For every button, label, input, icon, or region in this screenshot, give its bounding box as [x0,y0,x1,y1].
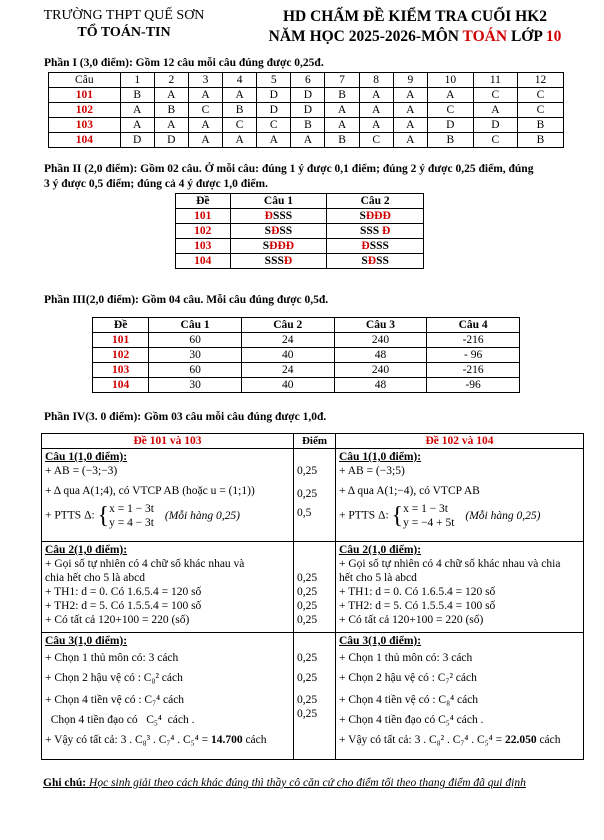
q2-right-solution [336,542,584,633]
q3-right-line: + Chọn 4 tiền đạo có C₅⁴ cách . [339,714,484,726]
part2-title-line2: 3 ý được 0,5 điểm; đúng cả 4 ý được 1,0 điểm. [44,178,268,190]
answer-cell: A [393,103,427,118]
q1-right-line: + Δ qua A(1;−4), có VTCP AB [339,485,480,497]
answer-cell [327,254,424,269]
answer-cell: A [393,88,427,103]
q1-right-note: (Mỗi hàng 0,25) [465,509,541,522]
q3-left-total-value: 14.700 [210,734,243,746]
answer-cell: C [427,103,473,118]
answer-false: SSS [264,255,284,267]
answer-cell: 40 [241,378,334,393]
answer-false: S [264,225,272,237]
answer-cell: B [154,103,188,118]
answer-cell [230,209,327,224]
q3-left-line: + Chọn 1 thủ môn có: 3 cách [45,652,179,664]
header-cell: 7 [325,73,359,88]
header-cell: Câu [49,73,121,88]
points-value: 0,25 [297,600,318,612]
q1-right-line [339,502,580,530]
answer-cell: A [257,133,291,148]
answer-false: S [359,210,366,222]
header-cell: 2 [154,73,188,88]
q1-right-line: + AB = (−3;5) [339,465,405,477]
answer-cell: 30 [149,348,242,363]
answer-cell: A [393,118,427,133]
table-row [93,333,520,348]
q1-left-line: + Δ qua A(1;4), có VTCP AB (hoặc u = (1;1)) [45,485,255,497]
q1-right-ptts: + PTTS Δ: [339,509,389,522]
answer-cell: D [473,118,517,133]
answer-cell: D [257,88,291,103]
table-header-row [49,73,564,88]
q3-right-title: Câu 3(1,0 điểm): [339,635,422,647]
q2-left-line: + Gọi số tự nhiên có 4 chữ số khác nhau và [45,558,245,570]
footnote [43,777,583,789]
answer-cell: B [518,118,564,133]
points-value: 0,25 [297,672,318,684]
answer-false: SS [279,225,293,237]
table-row [176,224,424,239]
q3-right-total-text: + Vậy có tất cả: 3 . C₈² . C₇⁴ . C₅⁴ = [339,734,505,746]
header-cell: 4 [223,73,257,88]
table-row [176,239,424,254]
points-value: 0,25 [297,614,318,626]
answer-cell: B [518,133,564,148]
part1-title: Phần I (3,0 điểm): Gồm 12 câu mỗi câu đúng được 0,25đ. [44,57,324,69]
q3-left-line: + Chọn 2 hậu vệ có : C₈² cách [45,672,183,684]
subtitle-grade: 10 [545,28,562,45]
q3-right-line: + Chọn 1 thủ môn có: 3 cách [339,652,473,664]
answer-cell: A [120,118,154,133]
system-eq: x = 1 − 3t [109,503,154,515]
answer-cell: C [473,133,517,148]
answer-cell: C [473,88,517,103]
answer-cell: -216 [427,363,520,378]
answer-cell: A [188,133,222,148]
q2-left-line: + TH1: d = 0. Có 1.6.5.4 = 120 số [45,586,202,598]
q3-right-total-value: 22.050 [504,734,537,746]
answer-cell [230,224,327,239]
answer-cell: 48 [334,348,427,363]
exam-code-cell: 103 [49,118,121,133]
answer-cell: A [188,88,222,103]
header-cell: 3 [188,73,222,88]
document-title: HD CHẤM ĐỀ KIỂM TRA CUỐI HK2 [282,8,548,25]
header-right: Đề 102 và 104 [336,434,584,449]
footnote-text: Học sinh giải theo cách khác đúng thì thầy cô căn cứ cho điểm tối theo thang điểm đã qui định [86,777,526,789]
q2-right-line: + TH2: d = 5. Có 1.5.5.4 = 100 số [339,600,496,612]
answer-cell: B [223,103,257,118]
answer-cell: C [188,103,222,118]
part4-solution-table [41,433,584,760]
q3-left-line: Chọn 4 tiền đạo có C₅⁴ cách . [45,714,195,726]
department-name: TỔ TOÁN-TIN [77,25,171,40]
answer-true: ĐĐĐ [269,240,295,252]
exam-code-cell: 101 [176,209,231,224]
q2-points [294,542,336,633]
part1-answer-table [48,72,564,148]
answer-cell: 60 [149,333,242,348]
header-cell: Câu 4 [427,318,520,333]
exam-code-cell: 104 [176,254,231,269]
q2-left-solution [42,542,294,633]
system-eq: x = 1 − 3t [403,503,448,515]
exam-code-cell: 104 [49,133,121,148]
q1-points [294,449,336,542]
q3-right-solution [336,633,584,760]
points-value: 0,25 [297,488,318,500]
points-value: 0,5 [297,507,312,519]
q3-right-total-unit: cách [536,734,561,746]
q3-left-total-unit: cách [242,734,267,746]
answer-cell: 30 [149,378,242,393]
answer-cell: A [325,118,359,133]
brace-symbol: { [97,503,110,529]
school-name: TRƯỜNG THPT QUẾ SƠN [43,8,205,23]
header-cell: Câu 3 [334,318,427,333]
answer-true: Đ [271,225,280,237]
subtitle-subject: TOÁN [462,28,508,45]
q2-right-line: + Có tất cả 120+100 = 220 (số) [339,614,484,626]
answer-cell: 40 [241,348,334,363]
answer-cell: A [223,88,257,103]
header-left: Đề 101 và 103 [42,434,294,449]
part3-title: Phần III(2,0 điểm): Gồm 04 câu. Mỗi câu đúng được 0,5đ. [44,294,329,306]
subtitle-prefix: NĂM HỌC 2025-2026-MÔN [268,28,463,45]
subtitle-post: LỚP [507,28,546,45]
q2-left-title: Câu 2(1,0 điểm): [45,544,128,556]
answer-true: Đ [382,225,391,237]
q1-left-line: + AB = (−3;−3) [45,465,118,477]
header-cell: 9 [393,73,427,88]
brace-symbol: { [391,503,404,529]
answer-cell [327,224,424,239]
answer-cell: A [359,103,393,118]
answer-cell: A [154,88,188,103]
header-cell: Câu 2 [327,194,424,209]
document-subtitle [235,28,595,46]
table-row [49,88,564,103]
answer-true: Đ [361,240,370,252]
answer-true: Đ [264,210,273,222]
q1-right-solution [336,449,584,542]
answer-cell: B [325,88,359,103]
answer-true: ĐĐĐ [365,210,391,222]
header-cell: 1 [120,73,154,88]
q2-right-line: + TH1: d = 0. Có 1.6.5.4 = 120 số [339,586,496,598]
answer-cell: - 96 [427,348,520,363]
answer-cell: A [473,103,517,118]
header-cell: Câu 2 [241,318,334,333]
answer-cell: A [120,103,154,118]
q3-points [294,633,336,760]
answer-cell [327,239,424,254]
exam-code-cell: 103 [176,239,231,254]
points-value: 0,25 [297,586,318,598]
answer-cell: A [188,118,222,133]
header-cell: 6 [291,73,325,88]
table-row [49,103,564,118]
answer-cell: D [257,103,291,118]
answer-cell: C [518,88,564,103]
exam-code-cell: 102 [49,103,121,118]
table-header-row [176,194,424,209]
answer-false: S [361,255,368,267]
answer-cell: D [291,88,325,103]
answer-false: SSS [359,225,383,237]
answer-cell: D [154,133,188,148]
points-value: 0,25 [297,465,318,477]
q2-left-line: + TH2: d = 5. Có 1.5.5.4 = 100 số [45,600,202,612]
answer-cell [230,239,327,254]
exam-code-cell: 102 [93,348,149,363]
answer-cell: C [257,118,291,133]
q1-left-solution [42,449,294,542]
answer-true: Đ [367,255,377,267]
answer-cell [327,209,424,224]
document-header [0,8,604,48]
q3-left-total-text: + Vậy có tất cả: 3 . C₈³ . C₇⁴ . C₅⁴ = [45,734,211,746]
q3-left-line: + Chọn 4 tiền vệ có : C₇⁴ cách [45,694,185,706]
answer-false: SS [376,255,389,267]
table-header-row [93,318,520,333]
answer-cell: D [291,103,325,118]
table-header-row [42,434,584,449]
answer-cell: 24 [241,363,334,378]
system-eq: y = −4 + 5t [403,517,455,529]
exam-code-cell: 102 [176,224,231,239]
part2-answer-table [175,193,424,269]
q1-left-line [45,502,290,530]
header-cell: Đề [176,194,231,209]
exam-code-cell: 101 [93,333,149,348]
q2-right-line: + Gọi số tự nhiên có 4 chữ số khác nhau và chia [339,558,561,570]
points-value: 0,25 [297,694,318,706]
answer-cell: 240 [334,363,427,378]
question-row-3 [42,633,584,760]
q1-right-title: Câu 1(1,0 điểm): [339,451,422,463]
table-row [176,254,424,269]
answer-false: SSS [272,210,293,222]
answer-cell: A [154,118,188,133]
header-cell: Câu 1 [230,194,327,209]
answer-cell: A [427,88,473,103]
table-row [93,363,520,378]
q2-left-line: chia hết cho 5 là abcd [45,572,145,584]
answer-cell: C [359,133,393,148]
answer-cell: A [359,118,393,133]
part3-answer-table [92,317,520,393]
answer-cell: D [120,133,154,148]
answer-cell: A [325,103,359,118]
points-value: 0,25 [297,708,318,720]
header-points: Điểm [294,434,336,449]
header-cell: 12 [518,73,564,88]
system-eq: y = 4 − 3t [109,517,154,529]
header-cell: Đề [93,318,149,333]
question-row-2 [42,542,584,633]
answer-cell: 48 [334,378,427,393]
q1-left-system [109,502,154,530]
answer-cell: -96 [427,378,520,393]
q1-left-ptts: + PTTS Δ: [45,509,95,522]
part4-title: Phần IV(3. 0 điểm): Gồm 03 câu mỗi câu đúng được 1,0đ. [44,411,327,423]
part2-title-line1: Phần II (2,0 điểm): Gồm 02 câu. Ở mỗi câu: đúng 1 ý được 0,1 điểm; đúng 2 ý được 0,25 điểm, đúng [44,163,534,175]
q3-right-line: + Chọn 4 tiền vệ có : C₈⁴ cách [339,694,479,706]
footnote-label: Ghi chú: [43,777,87,789]
answer-cell: B [120,88,154,103]
q1-left-title: Câu 1(1,0 điểm): [45,451,128,463]
answer-cell: C [223,118,257,133]
answer-true: Đ [283,255,293,267]
answer-false: SSS [369,240,389,252]
exam-code-cell: 101 [49,88,121,103]
q2-left-line: + Có tất cả 120+100 = 220 (số) [45,614,190,626]
header-cell: Câu 1 [149,318,242,333]
header-cell: 11 [473,73,517,88]
answer-cell: 60 [149,363,242,378]
table-row [49,118,564,133]
exam-code-cell: 104 [93,378,149,393]
q3-left-title: Câu 3(1,0 điểm): [45,635,128,647]
q3-right-line [339,733,580,747]
answer-cell: D [427,118,473,133]
question-row-1 [42,449,584,542]
answer-cell: B [325,133,359,148]
q2-right-line: hết cho 5 là abcd [339,572,417,584]
table-row [176,209,424,224]
header-cell: 8 [359,73,393,88]
header-cell: 5 [257,73,291,88]
q3-left-line [45,733,290,747]
table-row [49,133,564,148]
q1-left-note: (Mỗi hàng 0,25) [164,509,240,522]
answer-cell: B [291,118,325,133]
points-value: 0,25 [297,652,318,664]
answer-cell: 240 [334,333,427,348]
exam-code-cell: 103 [93,363,149,378]
answer-cell: -216 [427,333,520,348]
answer-cell: A [393,133,427,148]
answer-cell: C [518,103,564,118]
table-row [93,378,520,393]
points-value: 0,25 [297,572,318,584]
q2-right-title: Câu 2(1,0 điểm): [339,544,422,556]
q3-right-line: + Chọn 2 hậu vệ có : C₇² cách [339,672,477,684]
answer-cell: A [291,133,325,148]
table-row [93,348,520,363]
header-cell: 10 [427,73,473,88]
answer-cell: 24 [241,333,334,348]
answer-cell: A [223,133,257,148]
answer-cell: A [359,88,393,103]
answer-false: S [262,240,270,252]
q1-right-system [403,502,454,530]
answer-cell [230,254,327,269]
q3-left-solution [42,633,294,760]
answer-cell: B [427,133,473,148]
